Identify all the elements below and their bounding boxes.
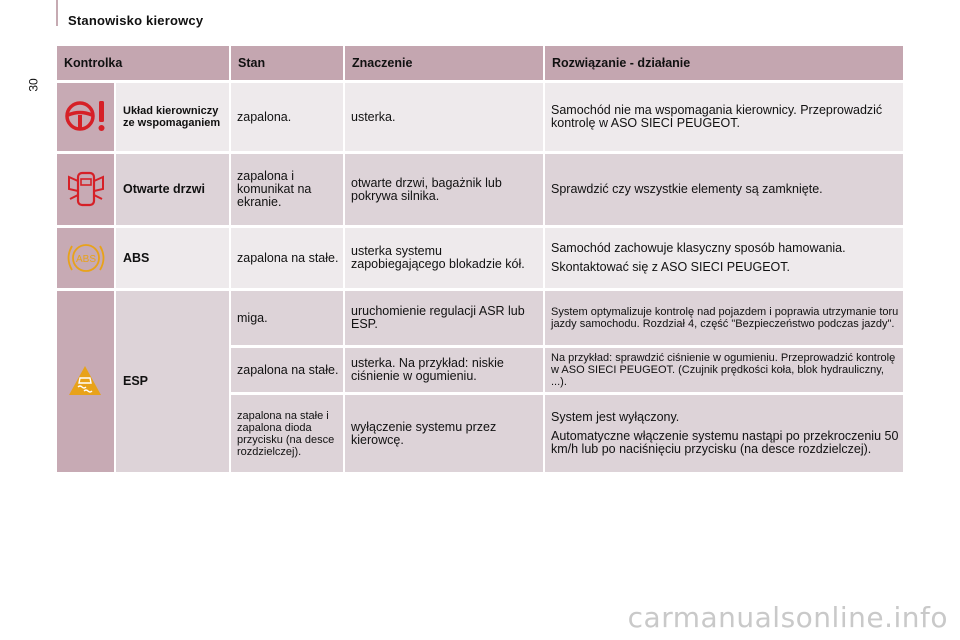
abs-solution-line-2: Skontaktować się z ASO SIECI PEUGEOT.: [551, 260, 790, 274]
esp-solution-line-2: Automatyczne włączenie systemu nastąpi po przekroczeniu 50 km/h lub po naciśnięciu przycisku (na desce rozdzielczej).: [551, 429, 899, 456]
row-esp-3-znaczenie: wyłączenie systemu przez kierowcę.: [345, 395, 543, 472]
column-header-rozwiazanie: Rozwiązanie - działanie: [545, 46, 903, 80]
row-esp-2-rozwiazanie: Na przykład: sprawdzić ciśnienie w ogumieniu. Przeprowadzić kontrolę w ASO SIECI PEUGEOT. (Czujnik prędkości koła, blok hydrauliczny, ...).: [545, 348, 903, 392]
row-esp-2-znaczenie: usterka. Na przykład: niskie ciśnienie w ogumieniu.: [345, 348, 543, 392]
row-steering-znaczenie: usterka.: [345, 83, 543, 151]
esp-solution-line-1: System jest wyłączony.: [551, 410, 680, 424]
row-esp-1-stan: miga.: [231, 291, 343, 345]
row-abs-name: ABS: [116, 228, 229, 288]
row-doors-name: Otwarte drzwi: [116, 154, 229, 225]
row-steering-stan: zapalona.: [231, 83, 343, 151]
row-doors-rozwiazanie: Sprawdzić czy wszystkie elementy są zamknięte.: [545, 154, 903, 225]
esp-icon: [67, 364, 103, 398]
watermark: carmanualsonline.info: [627, 601, 948, 634]
row-abs-stan: zapalona na stałe.: [231, 228, 343, 288]
row-abs-icon-cell: [57, 228, 114, 288]
page-number: 30: [26, 78, 41, 92]
row-esp-icon-cell: [57, 291, 114, 472]
warning-lights-table: [57, 46, 903, 472]
row-steering-rozwiazanie: Samochód nie ma wspomagania kierownicy. Przeprowadzić kontrolę w ASO SIECI PEUGEOT.: [545, 83, 903, 151]
abs-icon: [64, 237, 108, 279]
row-esp-1-rozwiazanie: System optymalizuje kontrolę nad pojazdem i poprawia utrzymanie toru jazdy samochodu. Rozdział 4, część "Bezpieczeństwo podczas jazdy".: [545, 291, 903, 345]
svg-text:ABS: ABS: [75, 254, 97, 265]
row-esp-3-stan: zapalona na stałe i zapalona dioda przycisku (na desce rozdzielczej).: [231, 395, 343, 472]
steering-warning-icon: [63, 97, 109, 135]
row-steering-icon-cell: [57, 83, 114, 151]
row-doors-znaczenie: otwarte drzwi, bagażnik lub pokrywa silnika.: [345, 154, 543, 225]
row-abs-rozwiazanie: [545, 228, 903, 288]
row-esp-name: ESP: [116, 291, 229, 472]
column-header-kontrolka: Kontrolka: [57, 46, 229, 80]
margin-rule: [56, 0, 58, 26]
abs-solution-line-1: Samochód zachowuje klasyczny sposób hamowania.: [551, 241, 846, 255]
row-esp-1-znaczenie: uruchomienie regulacji ASR lub ESP.: [345, 291, 543, 345]
row-steering-name: Układ kierowniczy ze wspomaganiem: [116, 83, 229, 151]
row-doors-stan: zapalona i komunikat na ekranie.: [231, 154, 343, 225]
row-esp-3-rozwiazanie: [545, 395, 903, 472]
row-esp-2-stan: zapalona na stałe.: [231, 348, 343, 392]
row-abs-znaczenie: usterka systemu zapobiegającego blokadzie kół.: [345, 228, 543, 288]
section-title: Stanowisko kierowcy: [68, 13, 204, 28]
column-header-znaczenie: Znaczenie: [345, 46, 543, 80]
column-header-stan: Stan: [231, 46, 343, 80]
row-doors-icon-cell: [57, 154, 114, 225]
open-doors-icon: [66, 169, 106, 209]
